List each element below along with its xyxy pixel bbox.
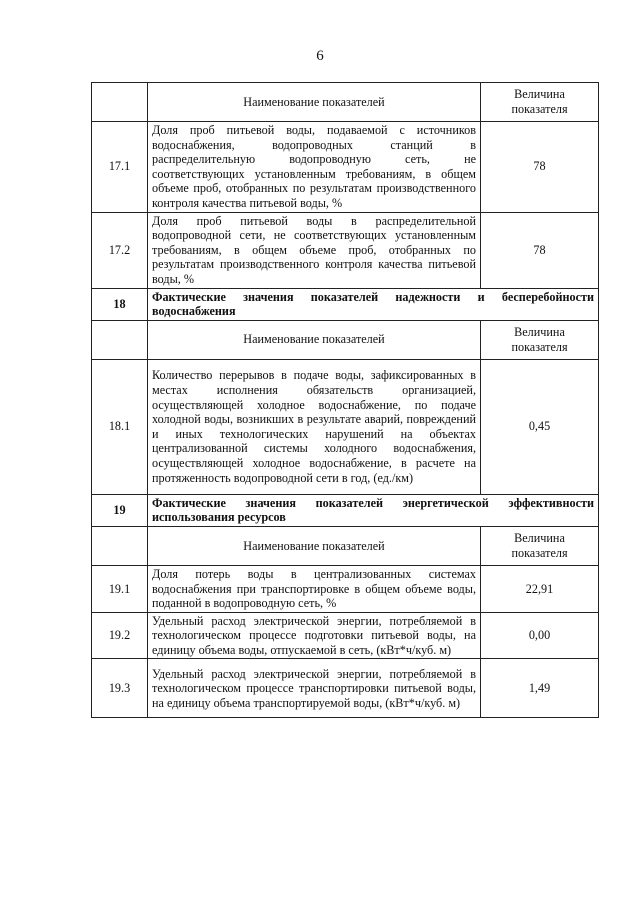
row-value: 78 bbox=[481, 122, 599, 213]
row-value: 22,91 bbox=[481, 565, 599, 612]
table-row bbox=[92, 565, 599, 612]
row-value: 0,45 bbox=[481, 359, 599, 494]
header-num-cell bbox=[92, 526, 148, 565]
row-value: 0,00 bbox=[481, 612, 599, 659]
table-row bbox=[92, 212, 599, 288]
row-number: 19.3 bbox=[92, 659, 148, 718]
row-number: 17.2 bbox=[92, 212, 148, 288]
row-description: Удельный расход электрической энергии, потребляемой в технологическом процессе транспортировки питьевой воды, на единицу объема транспортируемой воды, (кВт*ч/куб. м) bbox=[148, 659, 481, 718]
table-row bbox=[92, 612, 599, 659]
row-number: 19.1 bbox=[92, 565, 148, 612]
table-header-row bbox=[92, 526, 599, 565]
header-name-cell: Наименование показателей bbox=[148, 83, 481, 122]
table-header-row bbox=[92, 83, 599, 122]
section-row bbox=[92, 288, 599, 320]
section-row bbox=[92, 494, 599, 526]
header-value-cell: Величина показателя bbox=[481, 83, 599, 122]
section-number: 18 bbox=[92, 288, 148, 320]
header-value-cell: Величина показателя bbox=[481, 320, 599, 359]
header-value-cell: Величина показателя bbox=[481, 526, 599, 565]
row-description: Доля проб питьевой воды в распределительной водопроводной сети, не соответствующих установленным требованиям, в общем объеме проб, отобранных по результатам производственного контроля качества питьевой воды, % bbox=[148, 212, 481, 288]
row-value: 1,49 bbox=[481, 659, 599, 718]
header-num-cell bbox=[92, 320, 148, 359]
header-name-cell: Наименование показателей bbox=[148, 320, 481, 359]
section-title: Фактические значения показателей энергетической эффективности использования ресурсов bbox=[148, 494, 599, 526]
table-row bbox=[92, 359, 599, 494]
indicators-table bbox=[91, 82, 599, 718]
row-description: Удельный расход электрической энергии, потребляемой в технологическом процессе подготовки питьевой воды, на единицу объема воды, отпускаемой в сеть, (кВт*ч/куб. м) bbox=[148, 612, 481, 659]
row-number: 17.1 bbox=[92, 122, 148, 213]
row-value: 78 bbox=[481, 212, 599, 288]
table-row bbox=[92, 659, 599, 718]
row-number: 18.1 bbox=[92, 359, 148, 494]
header-num-cell bbox=[92, 83, 148, 122]
section-number: 19 bbox=[92, 494, 148, 526]
section-title: Фактические значения показателей надежности и бесперебойности водоснабжения bbox=[148, 288, 599, 320]
row-number: 19.2 bbox=[92, 612, 148, 659]
table-row bbox=[92, 122, 599, 213]
row-description: Количество перерывов в подаче воды, зафиксированных в местах исполнения обязательств организацией, осуществляющей холодное водоснабжение, по подаче холодной воды, возникших в результате аварий, повреждений и иных технологических нарушений на объектах централизованной системы холодного водоснабжения, осуществляющей холодное водоснабжение, в расчете на протяженность водопроводной сети в год, (ед./км) bbox=[148, 359, 481, 494]
page-number: 6 bbox=[316, 48, 324, 64]
header-name-cell: Наименование показателей bbox=[148, 526, 481, 565]
table-header-row bbox=[92, 320, 599, 359]
row-description: Доля проб питьевой воды, подаваемой с источников водоснабжения, водопроводных станций в распределительную водопроводную сеть, не соответствующих установленным требованиям, в общем объеме проб, отобранных по результатам производственного контроля качества питьевой воды, % bbox=[148, 122, 481, 213]
row-description: Доля потерь воды в централизованных системах водоснабжения при транспортировке в общем объеме воды, поданной в водопроводную сеть, % bbox=[148, 565, 481, 612]
